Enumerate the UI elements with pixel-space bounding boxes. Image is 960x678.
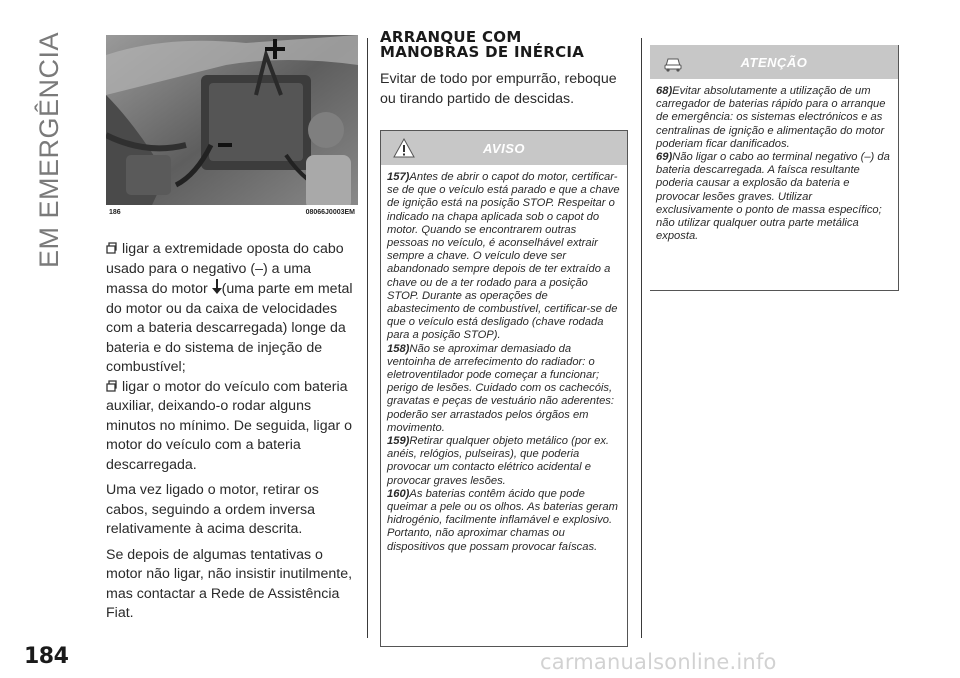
list-item-text: (uma parte em metal do motor ou da caixa de velocidades com a bateria descarregada) longe da bateria e do sistema de injeção de combustível;	[106, 281, 353, 375]
checkbox-bullet-icon	[106, 380, 117, 392]
list-item-text: ligar o motor do veículo com bateria auxiliar, deixando-o rodar alguns minutos no mínimo. De seguida, ligar o motor do veículo com a bateria descarregada.	[106, 378, 353, 473]
figure-number: 186	[109, 209, 121, 216]
ground-symbol-icon	[212, 279, 222, 295]
note-text: Não ligar o cabo ao terminal negativo (–) da bateria descarregada. A faísca resultante poderia causar a explosão da bateria e provocar lesões graves. Utilizar exclusivamente o ponto de massa específico; não utilizar qualquer outra parte metálica exposta.	[656, 151, 890, 243]
column-2	[380, 30, 632, 109]
note-item	[387, 488, 621, 554]
list-item	[106, 240, 356, 378]
section-title-line: ARRANQUE COM	[380, 28, 522, 46]
note-number: 159)	[387, 435, 410, 448]
note-text: Retirar qualquer objeto metálico (por ex. anéis, relógios, pulseiras), que poderia provocar um contacto elétrico acidental e provocar graves lesões.	[387, 435, 610, 487]
column-divider	[641, 38, 642, 638]
figure-code: 08066J0003EM	[305, 209, 355, 216]
side-section-title-text: EM EMERGÊNCIA	[34, 31, 64, 268]
note-text: Não se aproximar demasiado da ventoinha de arrefecimento do radiador: o eletroventilador pode começar a funcionar; perigo de lesões. Cuidado com os cachecóis, gravatas e peças de vestuário não aderentes: poderão ser arrastados pelos órgãos em movimento.	[387, 342, 615, 434]
atencao-box	[650, 45, 899, 291]
atencao-body	[650, 79, 898, 249]
note-number: 158)	[387, 342, 410, 355]
side-section-title	[8, 18, 68, 278]
section-title-line: MANOBRAS DE INÉRCIA	[380, 43, 585, 61]
aviso-box	[380, 130, 628, 647]
minus-symbol	[218, 143, 232, 147]
page-number: 184	[24, 644, 69, 669]
note-number: 68)	[656, 85, 673, 97]
list-item-text: ligar a extremidade oposta do cabo usado para o negativo (–) a uma massa do motor	[106, 241, 344, 297]
figure-caption	[106, 207, 358, 219]
aviso-header	[381, 131, 627, 165]
paragraph: Se depois de algumas tentativas o motor não ligar, não insistir inutilmente, mas contactar a Rede de Assistência Fiat.	[106, 546, 353, 621]
note-number: 157)	[387, 171, 410, 183]
column-1-text	[106, 240, 356, 630]
note-item	[387, 343, 621, 435]
note-number: 160)	[387, 487, 410, 500]
watermark: carmanualsonline.info	[540, 650, 777, 674]
aviso-body	[381, 165, 627, 560]
column-divider	[367, 38, 368, 638]
list-item	[106, 378, 356, 476]
engine-bay-figure	[106, 35, 358, 218]
note-number: 69)	[656, 151, 673, 164]
note-item	[387, 171, 621, 343]
note-text: Evitar absolutamente a utilização de um carregador de baterias rápido para o arranque de emergência: os sistemas electrónicos e as centralinas de ignição e alimentação do motor poderiam ficar danificados.	[656, 85, 886, 150]
section-title	[380, 30, 632, 60]
atencao-title: ATENÇÃO	[740, 55, 808, 70]
note-text: As baterias contêm ácido que pode queimar a pele ou os olhos. As baterias geram hidrogénio, facilmente inflamável e explosivo. Portanto, não aproximar chamas ou dispositivos que possam provocar faíscas.	[387, 487, 618, 553]
note-item	[656, 85, 892, 151]
paragraph: Uma vez ligado o motor, retirar os cabos, seguindo a ordem inversa relativamente à acima descrita.	[106, 482, 319, 537]
checkbox-bullet-icon	[106, 242, 117, 254]
note-item	[656, 151, 892, 243]
note-text: Antes de abrir o capot do motor, certificar-se de que o veículo está parado e que a chave de ignição está na posição STOP. Respeitar o indicado na chapa aplicada sob o capot do motor. Quando se encontrarem outras pessoas no veículo, é aconselhável extrair sempre a chave. O veículo deve ser abandonado sempre depois de ter extraído a chave ou de a ter rodado para a posição STOP. Durante as operações de abastecimento de combustível, certificar-se de que o veículo está desligado (chave rodada para a posição STOP).	[387, 171, 620, 342]
note-item	[387, 435, 621, 488]
section-intro: Evitar de todo por empurrão, reboque ou tirando partido de descidas.	[380, 71, 617, 107]
atencao-header	[650, 45, 898, 79]
aviso-title: AVISO	[483, 141, 525, 156]
